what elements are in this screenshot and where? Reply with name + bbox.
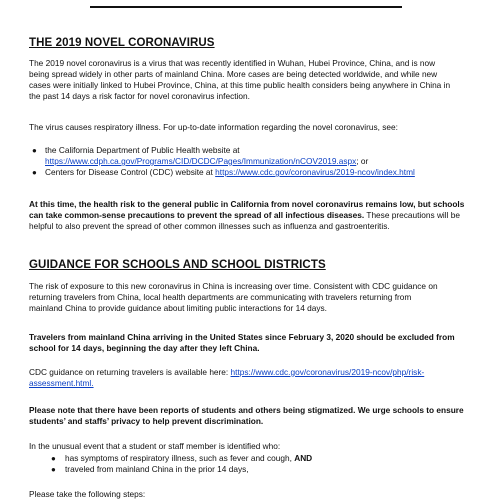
cdph-link[interactable]: https://www.cdph.ca.gov/Programs/CID/DCDC/Pages/Immunization/nCOV2019.aspx [45, 156, 357, 166]
section-heading-coronavirus: THE 2019 NOVEL CORONAVIRUS [29, 37, 215, 49]
resource-cdph-suffix: ; or [356, 156, 369, 166]
resource-cdc-label: Centers for Disease Control (CDC) website at [45, 167, 216, 177]
resource-item-cdph [29, 145, 489, 167]
criteria-list [29, 453, 489, 475]
exposure-line: returning travelers from China, local health departments are communicating with travelers returning from [29, 292, 412, 302]
bullet-icon: ● [51, 454, 56, 463]
risk-assessment-link[interactable]: https://www.cdc.gov/coronavirus/2019-ncov/php/risk- [230, 367, 425, 377]
stigma-line: students’ and staffs’ privacy to help prevent discrimination. [29, 416, 264, 426]
unusual-event-paragraph: In the unusual event that a student or staff member is identified who: [29, 441, 281, 451]
exclusion-paragraph [29, 332, 489, 354]
criteria-item-travel [29, 464, 489, 475]
risk-normal-line: helpful to also prevent the spread of other common illnesses such as influenza and gastroenteritis. [29, 221, 390, 231]
cdc-link[interactable]: https://www.cdc.gov/coronavirus/2019-ncov/index.html [215, 167, 415, 177]
intro-line: being spread widely in other parts of mainland China. More cases are being detected worldwide, and while new [29, 69, 438, 79]
exposure-paragraph [29, 281, 489, 314]
criteria-bold-tail: AND [294, 453, 313, 463]
steps-paragraph: Please take the following steps: [29, 489, 146, 499]
exposure-line: mainland China to provide guidance about limiting public interactions for 14 days. [29, 303, 327, 313]
risk-assessment-link-continued[interactable]: assessment.html. [29, 378, 94, 388]
risk-bold-line: At this time, the health risk to the general public in California from novel coronavirus remains low, but schools [29, 199, 465, 209]
cdc-guidance-text: CDC guidance on returning travelers is available here: [29, 367, 231, 377]
intro-paragraph [29, 58, 489, 102]
exclusion-line: school for 14 days, beginning the day after they left China. [29, 343, 260, 353]
bullet-icon: ● [32, 168, 37, 177]
cdc-guidance-paragraph [29, 367, 489, 389]
stigma-paragraph [29, 405, 489, 427]
intro-line: The 2019 novel coronavirus is a virus that was recently identified in Wuhan, Hubei Province, China, and is now [29, 58, 436, 68]
intro-line: the past 14 days a risk factor for novel coronavirus infection. [29, 91, 250, 101]
resources-paragraph: The virus causes respiratory illness. For up-to-date information regarding the novel coronavirus, see: [29, 122, 398, 132]
intro-line: cases were initially linked to Hubei Province, China, at this time public health considers being anywhere in China in [29, 80, 451, 90]
exposure-line: The risk of exposure to this new coronavirus in China is increasing over time. Consistent with CDC guidance on [29, 281, 438, 291]
top-horizontal-rule [90, 6, 402, 8]
risk-bold-line: can take common-sense precautions to prevent the spread of all infectious diseases. [29, 210, 365, 220]
bullet-icon: ● [32, 146, 37, 155]
bullet-icon: ● [51, 465, 56, 474]
resource-list [29, 145, 489, 178]
section-heading-guidance: GUIDANCE FOR SCHOOLS AND SCHOOL DISTRICTS [29, 259, 326, 271]
criteria-text: traveled from mainland China in the prior 14 days, [65, 464, 249, 474]
resource-cdph-label: the California Department of Public Health website at [45, 145, 240, 155]
risk-paragraph [29, 199, 489, 232]
criteria-item-symptoms [29, 453, 489, 464]
exclusion-line: Travelers from mainland China arriving in the United States since February 3, 2020 should be excluded from [29, 332, 455, 342]
resource-item-cdc [29, 167, 489, 178]
criteria-text: has symptoms of respiratory illness, such as fever and cough, [65, 453, 295, 463]
stigma-line: Please note that there have been reports of students and others being stigmatized. We urge schools to ensure [29, 405, 464, 415]
risk-normal-tail: These precautions will be [364, 210, 460, 220]
